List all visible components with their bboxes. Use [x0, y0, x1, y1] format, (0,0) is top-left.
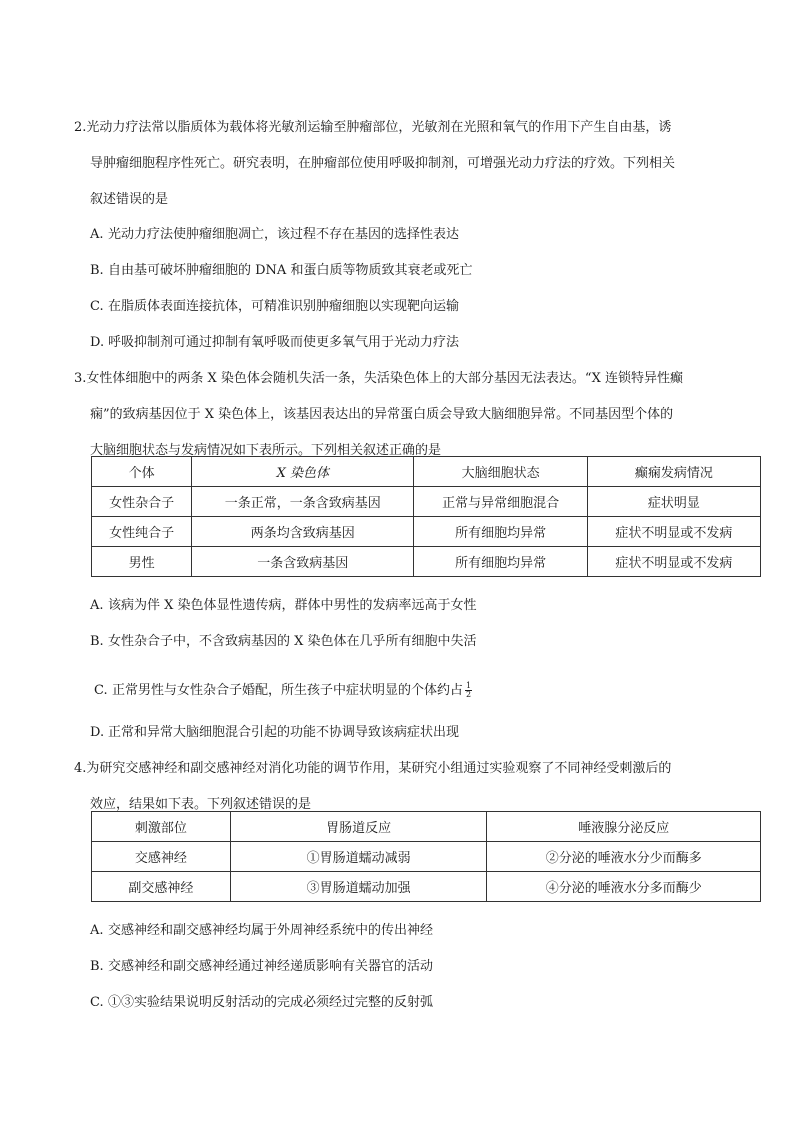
table-row — [92, 872, 761, 902]
q4-stem-line1: 4.为研究交感神经和副交感神经对消化功能的调节作用，某研究小组通过实验观察了不同神经受刺激后的 — [74, 761, 672, 776]
table-header-cell: 大脑细胞状态 — [414, 457, 587, 487]
table-row — [92, 842, 761, 872]
option-label: D. — [90, 335, 105, 350]
option-text: 自由基可破坏肿瘤细胞的 DNA 和蛋白质等物质致其衰老或死亡 — [108, 263, 473, 278]
option-label: C. — [94, 683, 108, 698]
table-header-cell: 个体 — [92, 457, 192, 487]
table-cell: 所有细胞均异常 — [414, 547, 587, 577]
option-label: D. — [90, 725, 105, 740]
table-row — [92, 487, 761, 517]
option-text: 呼吸抑制剂可通过抑制有氧呼吸而使更多氧气用于光动力疗法 — [108, 335, 460, 350]
table-cell: 症状不明显或不发病 — [587, 517, 760, 547]
q3-stem-line1: 3.女性体细胞中的两条 X 染色体会随机失活一条，失活染色体上的大部分基因无法表达。“X 连锁特异性癫 — [74, 371, 683, 386]
q3-stem-line2: 痫”的致病基因位于 X 染色体上，该基因表达出的异常蛋白质会导致大脑细胞异常。不同基因型个体的 — [90, 407, 674, 422]
option-label: A. — [90, 598, 104, 613]
q3-option-d[interactable] — [90, 721, 459, 740]
fraction-denominator: 2 — [466, 690, 472, 699]
option-label: B. — [90, 959, 104, 974]
table-header-cell: X 染色体 — [192, 457, 414, 487]
option-text: 交感神经和副交感神经通过神经递质影响有关器官的活动 — [108, 959, 434, 974]
q2-stem-line2: 导肿瘤细胞程序性死亡。研究表明，在肿瘤部位使用呼吸抑制剂，可增强光动力疗法的疗效。下列相关 — [90, 156, 676, 171]
table-cell: 一条正常，一条含致病基因 — [192, 487, 414, 517]
table-cell: 女性杂合子 — [92, 487, 192, 517]
option-text: 交感神经和副交感神经均属于外周神经系统中的传出神经 — [108, 923, 434, 938]
table-cell: ④分泌的唾液水分多而酶少 — [487, 872, 761, 902]
option-text: 正常和异常大脑细胞混合引起的功能不协调导致该病症状出现 — [108, 725, 460, 740]
option-text: 该病为伴 X 染色体显性遗传病，群体中男性的发病率远高于女性 — [108, 598, 477, 613]
q3-option-a[interactable] — [90, 594, 477, 613]
table-header-cell: 唾液腺分泌反应 — [487, 812, 761, 842]
table-header-row — [92, 812, 761, 842]
table-cell: 交感神经 — [92, 842, 231, 872]
q2-option-b[interactable] — [90, 259, 472, 278]
option-text: 正常男性与女性杂合子婚配，所生孩子中症状明显的个体约占 — [112, 683, 464, 698]
option-text: 光动力疗法使肿瘤细胞凋亡，该过程不存在基因的选择性表达 — [108, 227, 460, 242]
table-cell: ②分泌的唾液水分少而酶多 — [487, 842, 761, 872]
table-cell: ③胃肠道蠕动加强 — [230, 872, 487, 902]
table-header-row — [92, 457, 761, 487]
q4-table — [91, 811, 761, 902]
table-cell: 两条均含致病基因 — [192, 517, 414, 547]
q3-stem-line3: 大脑细胞状态与发病情况如下表所示。下列相关叙述正确的是 — [90, 443, 442, 458]
fraction — [465, 682, 472, 699]
table-cell: 副交感神经 — [92, 872, 231, 902]
table-cell: ①胃肠道蠕动减弱 — [230, 842, 487, 872]
q2-option-a[interactable] — [90, 223, 459, 242]
table-cell: 所有细胞均异常 — [414, 517, 587, 547]
fraction-numerator: 1 — [466, 681, 472, 690]
table-cell: 症状明显 — [587, 487, 760, 517]
q3-table — [91, 456, 761, 577]
option-label: B. — [90, 263, 104, 278]
option-label: A. — [90, 923, 104, 938]
option-text: ①③实验结果说明反射活动的完成必须经过完整的反射弧 — [108, 995, 434, 1010]
q2-stem-line1: 2.光动力疗法常以脂质体为载体将光敏剂运输至肿瘤部位，光敏剂在光照和氧气的作用下产生自由基，诱 — [74, 120, 672, 135]
option-label: B. — [90, 634, 104, 649]
table-cell: 男性 — [92, 547, 192, 577]
table-cell: 一条含致病基因 — [192, 547, 414, 577]
q4-option-c[interactable] — [90, 991, 433, 1010]
q3-option-b[interactable] — [90, 630, 477, 649]
q4-option-a[interactable] — [90, 919, 433, 938]
q2-option-d[interactable] — [90, 331, 459, 350]
table-cell: 女性纯合子 — [92, 517, 192, 547]
option-label: C. — [90, 995, 104, 1010]
option-text: 女性杂合子中，不含致病基因的 X 染色体在几乎所有细胞中失活 — [108, 634, 477, 649]
table-header-cell: 胃肠道反应 — [230, 812, 487, 842]
table-header-cell: 癫痫发病情况 — [587, 457, 760, 487]
table-cell: 症状不明显或不发病 — [587, 547, 760, 577]
q4-option-b[interactable] — [90, 955, 433, 974]
option-label: C. — [90, 299, 104, 314]
table-cell: 正常与异常细胞混合 — [414, 487, 587, 517]
table-row — [92, 517, 761, 547]
table-row — [92, 547, 761, 577]
option-text: 在脂质体表面连接抗体，可精准识别肿瘤细胞以实现靶向运输 — [108, 299, 460, 314]
q3-option-c[interactable] — [94, 679, 472, 699]
q4-stem-line2: 效应，结果如下表。下列叙述错误的是 — [90, 797, 312, 812]
q2-stem-line3: 叙述错误的是 — [90, 192, 169, 207]
option-label: A. — [90, 227, 104, 242]
q2-option-c[interactable] — [90, 295, 459, 314]
table-header-cell: 刺激部位 — [92, 812, 231, 842]
